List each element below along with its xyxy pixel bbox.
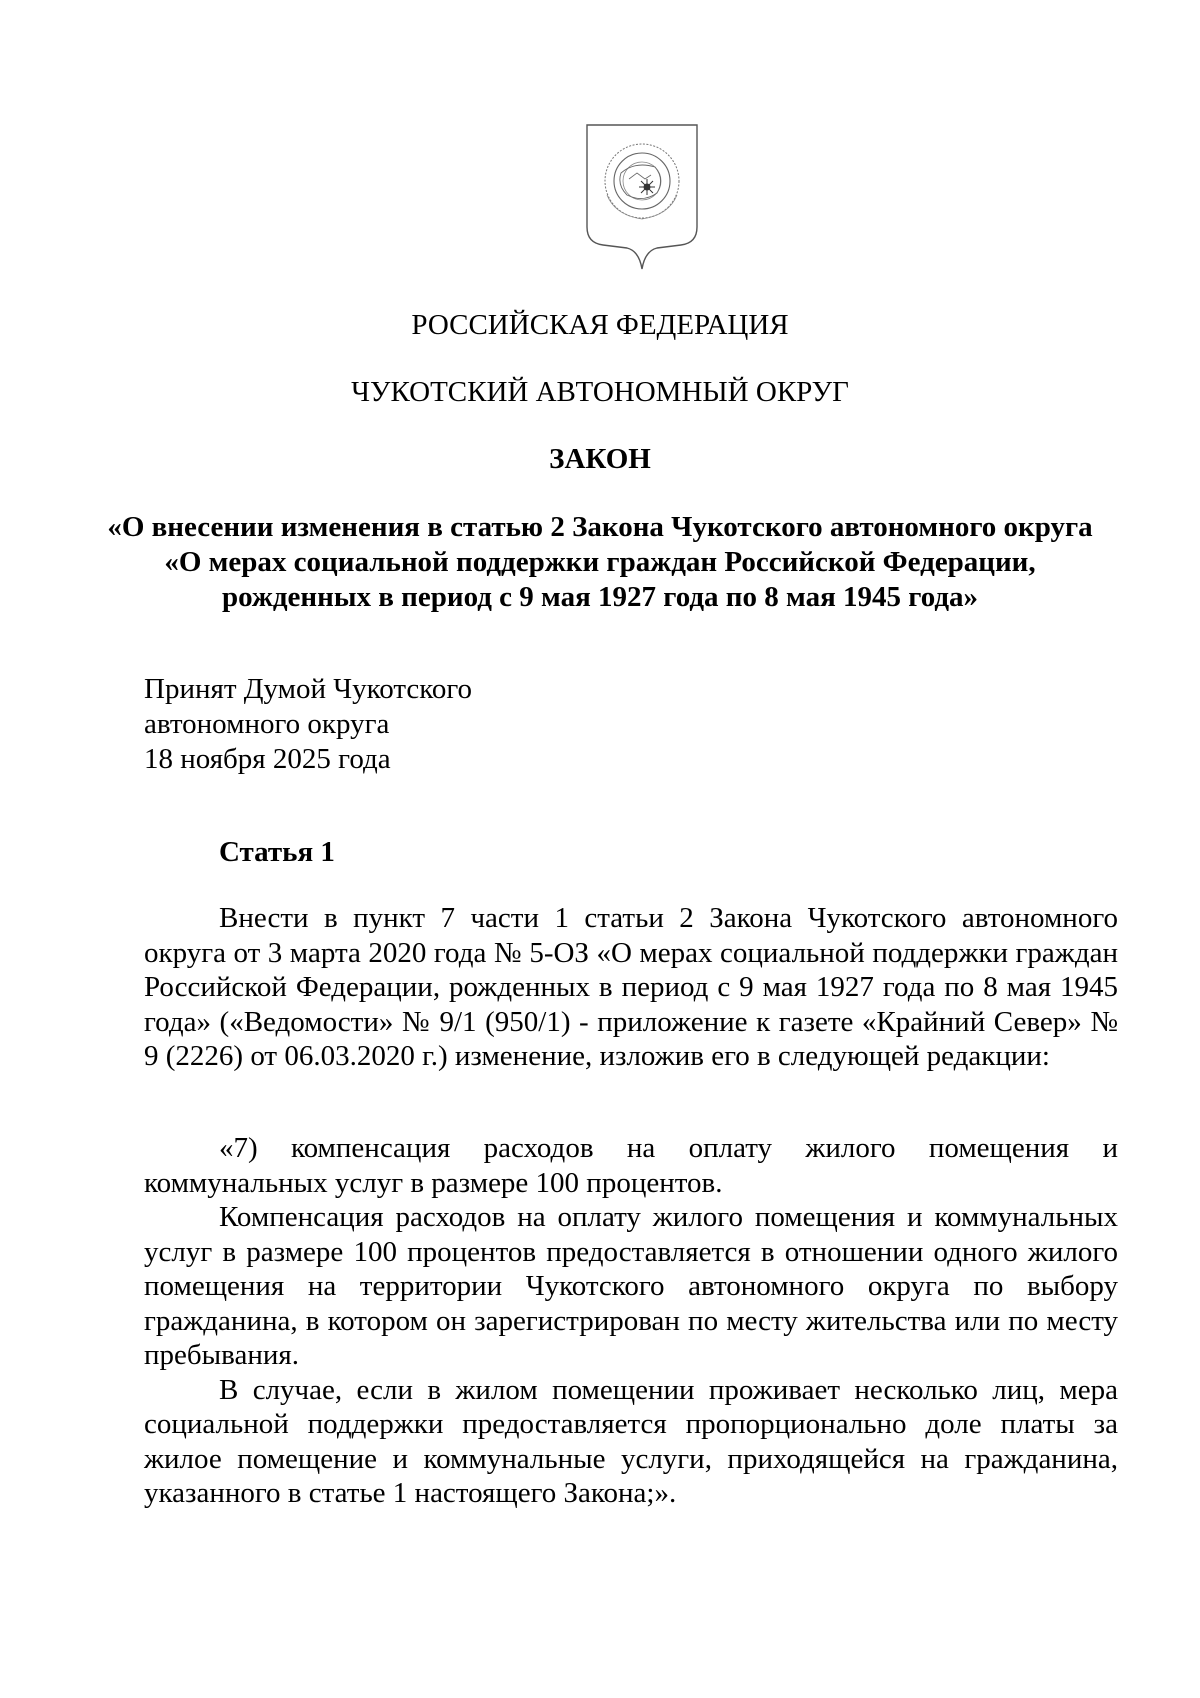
law-title [0, 510, 1200, 615]
document-type: ЗАКОН [549, 443, 651, 475]
article-amendment [144, 1131, 1118, 1511]
adoption-line: Принят Думой Чукотского [144, 673, 473, 705]
law-title-line: «О внесении изменения в статью 2 Закона Чукотского автономного округа [107, 511, 1093, 543]
region-heading: ЧУКОТСКИЙ АВТОНОМНЫЙ ОКРУГ [351, 376, 849, 408]
paragraph: Компенсация расходов на оплату жилого помещения и коммунальных услуг в размере 100 процентов предоставляется в отношении одного жилого помещения на территории Чукотского автономного округа по выбору гражданина, в котором он зарегистрирован по месту жительства или по месту пребывания. [144, 1201, 1118, 1371]
law-title-line: рожденных в период с 9 мая 1927 года по 8 мая 1945 года» [221, 581, 979, 613]
adoption-line: автономного округа [144, 708, 390, 740]
adoption-info [144, 672, 472, 777]
paragraph: В случае, если в жилом помещении проживает несколько лиц, мера социальной поддержки предоставляется пропорционально доле платы за жилое помещение и коммунальные услуги, приходящейся на гражданина, указанного в статье 1 настоящего Закона;». [144, 1373, 1118, 1509]
article-heading: Статья 1 [219, 836, 335, 868]
paragraph: Внести в пункт 7 части 1 статьи 2 Закона Чукотского автономного округа от 3 марта 2020 года № 5-ОЗ «О мерах социальной поддержки граждан Российской Федерации, рожденных в период с 9 мая 1927 года по 8 мая 1945 года» («Ведомости» № 9/1 (950/1) - приложение к газете «Крайний Север» № 9 (2226) от 06.03.2020 г.) изменение, изложив его в следующей редакции: [144, 902, 1118, 1072]
paragraph: «7) компенсация расходов на оплату жилого помещения и коммунальных услуг в размере 100 процентов. [144, 1132, 1118, 1199]
law-title-line: «О мерах социальной поддержки граждан Российской Федерации, [164, 546, 1036, 578]
coat-of-arms-icon [585, 123, 699, 273]
country-heading: РОССИЙСКАЯ ФЕДЕРАЦИЯ [411, 309, 789, 341]
article-intro [144, 901, 1118, 1074]
adoption-date: 18 ноября 2025 года [144, 743, 391, 775]
